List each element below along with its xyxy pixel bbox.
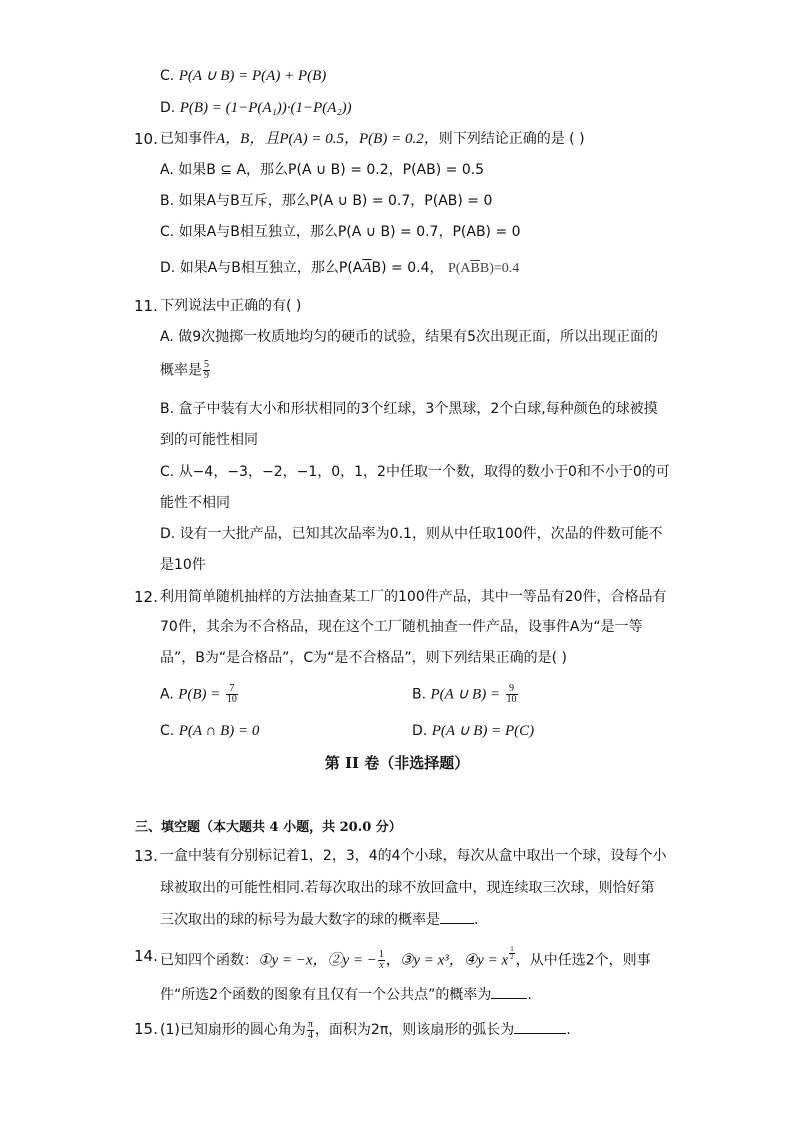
option-text: 做9次抛掷一枚质地均匀的硬币的试验，结果有5次出现正面，所以出现正面的 bbox=[178, 329, 659, 345]
question-number: 15. bbox=[134, 1020, 158, 1038]
fraction: $\frac{7}{10}$ bbox=[226, 683, 237, 705]
overlined-a: $\overline{A}$ bbox=[362, 260, 372, 276]
q9-option-d bbox=[160, 98, 352, 118]
question-text: 三次取出的球的标号为最大数字的球的概率是 bbox=[160, 912, 440, 928]
stem-text: 已知事件 bbox=[160, 131, 216, 147]
option-text: 如果A与B相互独立，那么P(A bbox=[179, 260, 363, 276]
option-math: P(B) = bbox=[178, 686, 221, 703]
fraction: $\frac{5}{9}$ bbox=[204, 359, 209, 381]
part-heading: 三、填空题（本大题共 4 小题，共 20.0 分） bbox=[135, 820, 402, 835]
option-label: D. bbox=[160, 526, 176, 542]
option-label: D. bbox=[160, 100, 176, 116]
option-text: 如果A与B互斥，那么P(A ∪ B) = 0.7，P(AB) = 0 bbox=[178, 193, 493, 209]
function-4: ④y = x bbox=[463, 952, 509, 969]
option-label: A. bbox=[160, 162, 174, 178]
q11-option-c-line2: 能性不相同 bbox=[160, 495, 230, 511]
option-text: 概率是 bbox=[160, 362, 202, 379]
q12-stem-line3: 品”，B为“是合格品”，C为“是不合格品”，则下列结果正确的是( ) bbox=[160, 650, 568, 666]
option-label: B. bbox=[160, 401, 175, 417]
question-text: ，面积为2π，则该扇形的弧长为 bbox=[314, 1022, 515, 1038]
q12-option-c bbox=[160, 721, 259, 741]
period: . bbox=[566, 1022, 571, 1038]
option-label: C. bbox=[160, 464, 175, 480]
q13-line3 bbox=[160, 909, 478, 930]
option-text: 设有一大批产品，已知其次品率为0.1，则从中任取100件，次品的件数可能不 bbox=[179, 526, 663, 542]
option-text: 如果B ⊆ A，那么P(A ∪ B) = 0.2，P(AB) = 0.5 bbox=[178, 162, 485, 178]
option-label: D. bbox=[412, 723, 428, 739]
option-label: B. bbox=[160, 193, 175, 209]
option-label: C. bbox=[160, 224, 175, 240]
fraction: $\frac{9}{10}$ bbox=[506, 683, 517, 705]
q10-option-d bbox=[160, 258, 519, 279]
section-title: 第 II 卷（非选择题） bbox=[324, 754, 470, 772]
question-number: 11. bbox=[134, 297, 158, 315]
q11-stem: 下列说法中正确的有( ) bbox=[160, 298, 302, 314]
q13-line1: 一盒中装有分别标记着1，2，3，4的4个小球，每次从盒中取出一个球，设每个小 bbox=[160, 848, 667, 864]
option-text: 如果A与B相互独立，那么P(A ∪ B) = 0.7，P(AB) = 0 bbox=[178, 224, 521, 240]
option-text: $P(A\overline{B}B)=0.4$ bbox=[447, 261, 520, 276]
option-label: D. bbox=[160, 260, 176, 276]
function-3: ③y = x³， bbox=[399, 952, 464, 969]
q14-line2 bbox=[160, 984, 532, 1005]
q10-stem bbox=[160, 129, 585, 149]
option-label: C. bbox=[160, 723, 175, 739]
q15-line1 bbox=[160, 1019, 571, 1041]
question-text: (1)已知扇形的圆心角为 bbox=[160, 1022, 306, 1038]
option-label: A. bbox=[160, 686, 174, 703]
period: . bbox=[527, 987, 532, 1003]
q14-line1 bbox=[160, 946, 651, 971]
function-1: ①y = −x， bbox=[258, 952, 328, 969]
q11-option-b-line2: 到的可能性相同 bbox=[160, 432, 258, 448]
period: . bbox=[474, 912, 479, 928]
q13-line2: 球被取出的可能性相同.若每次取出的球不放回盒中，现连续取三次球，则恰好第 bbox=[160, 880, 655, 896]
option-math: P(B) = (1−P(A₁))·(1−P(A₂)) bbox=[179, 100, 352, 116]
question-number: 12. bbox=[134, 588, 158, 606]
option-math: P(A ∪ B) = P(A) + P(B) bbox=[178, 68, 327, 84]
question-text: ，从中任选2个，则事 bbox=[515, 952, 651, 969]
option-text: 从−4，−3，−2，−1，0，1，2中任取一个数，取得的数小于0和不小于0的可 bbox=[178, 464, 670, 480]
function-2: ②y = − bbox=[327, 952, 377, 969]
q11-option-a-line2 bbox=[160, 360, 211, 381]
question-number: 10. bbox=[134, 130, 158, 148]
stem-text: 则下列结论正确的是 ( ) bbox=[438, 131, 585, 147]
option-label: C. bbox=[160, 68, 175, 84]
fraction: $\frac{\pi}{4}$ bbox=[307, 1018, 313, 1041]
option-label: A. bbox=[160, 329, 174, 345]
q11-option-b-line1 bbox=[160, 399, 658, 419]
q10-option-a bbox=[160, 160, 484, 180]
option-math: P(A ∪ B) = bbox=[430, 686, 501, 703]
question-text: 件“所选2个函数的图象有且仅有一个公共点”的概率为 bbox=[160, 987, 492, 1003]
q12-option-b bbox=[412, 684, 519, 705]
q12-option-d bbox=[412, 721, 534, 741]
q9-option-c bbox=[160, 66, 326, 86]
answer-blank[interactable] bbox=[514, 1019, 566, 1034]
q11-option-d-line2: 是10件 bbox=[160, 557, 206, 573]
option-math: P(A ∪ B) = P(C) bbox=[431, 723, 535, 739]
q12-option-a bbox=[160, 684, 239, 705]
comma: ， bbox=[385, 952, 400, 969]
q12-stem-line1: 利用简单随机抽样的方法抽查某工厂的100件产品，其中一等品有20件，合格品有 bbox=[160, 589, 667, 605]
answer-blank[interactable] bbox=[491, 984, 527, 999]
option-math: P(A ∩ B) = 0 bbox=[178, 723, 260, 739]
question-text: 已知四个函数： bbox=[160, 952, 258, 969]
q12-stem-line2: 70件，其余为不合格品，现在这个工厂随机抽查一件产品，设事件A为“是一等 bbox=[160, 619, 643, 635]
exponent-fraction: $\frac{1}{2}$ bbox=[510, 945, 514, 961]
option-text: B) = 0.4， bbox=[371, 260, 444, 276]
fraction: $\frac{1}{x}$ bbox=[378, 949, 384, 972]
q11-option-d-line1 bbox=[160, 524, 663, 544]
option-text: 盒子中装有大小和形状相同的3个红球，3个黑球，2个白球,每种颜色的球被摸 bbox=[178, 401, 658, 417]
stem-math: A，B，且P(A) = 0.5，P(B) = 0.2， bbox=[216, 131, 439, 147]
answer-blank[interactable] bbox=[440, 909, 474, 924]
q10-option-b bbox=[160, 191, 492, 211]
option-label: B. bbox=[412, 686, 427, 703]
q11-option-c-line1 bbox=[160, 462, 670, 482]
q11-option-a-line1 bbox=[160, 327, 658, 347]
q10-option-c bbox=[160, 222, 521, 242]
question-number: 14. bbox=[134, 947, 158, 965]
question-number: 13. bbox=[134, 847, 158, 865]
